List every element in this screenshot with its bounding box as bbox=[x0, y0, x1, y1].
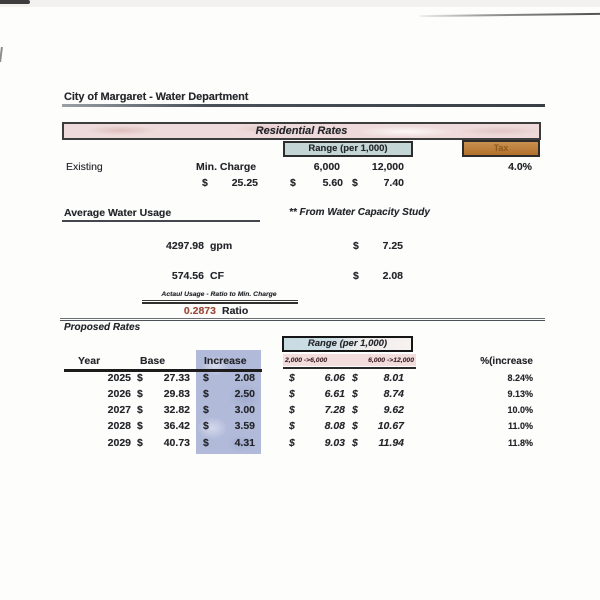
cell-base: 36.42 bbox=[163, 420, 190, 432]
subrange-high-label: 6,000 ->12,000 bbox=[368, 356, 414, 364]
cell-range-low: 8.08 bbox=[324, 420, 345, 432]
min-charge-value: 25.25 bbox=[231, 177, 258, 189]
currency-symbol: $ bbox=[290, 177, 296, 189]
col-header-increase: Increase bbox=[204, 355, 247, 367]
tax-rate-value: 4.0% bbox=[508, 161, 532, 173]
existing-range-header-box: Range (per 1,000) bbox=[283, 141, 413, 157]
currency-symbol: $ bbox=[289, 404, 295, 416]
subrange-band bbox=[283, 354, 416, 366]
cell-base: 40.73 bbox=[163, 437, 190, 449]
gpm-rate: 7.25 bbox=[382, 240, 403, 252]
currency-symbol: $ bbox=[289, 372, 295, 384]
currency-symbol: $ bbox=[203, 404, 209, 416]
cf-rate: 2.08 bbox=[382, 270, 403, 282]
cell-increase: 3.00 bbox=[234, 404, 255, 416]
cell-range-high: 8.74 bbox=[383, 388, 404, 400]
subrange-rule bbox=[283, 367, 416, 369]
cell-range-low: 6.06 bbox=[324, 372, 345, 384]
cell-range-low: 6.61 bbox=[324, 388, 345, 400]
cell-year: 2028 bbox=[107, 420, 131, 432]
cell-year: 2027 bbox=[107, 404, 131, 416]
currency-symbol: $ bbox=[137, 404, 143, 416]
cell-pct-increase: 11.8% bbox=[507, 438, 533, 448]
average-usage-heading: Average Water Usage bbox=[64, 207, 172, 219]
table-row bbox=[0, 420, 600, 433]
cell-year: 2029 bbox=[107, 437, 131, 449]
currency-symbol: $ bbox=[352, 437, 358, 449]
tier2-rate-value: 7.40 bbox=[383, 177, 404, 189]
scan-artifact-left-edge bbox=[0, 47, 3, 62]
scan-artifact-diagonal-line bbox=[420, 13, 600, 17]
gpm-value: 4297.98 bbox=[166, 240, 204, 252]
cell-pct-increase: 10.0% bbox=[507, 405, 533, 415]
scan-edge-strip bbox=[0, 0, 600, 7]
currency-symbol: $ bbox=[203, 420, 209, 432]
cf-value: 574.56 bbox=[171, 270, 204, 282]
cell-increase: 2.50 bbox=[234, 388, 255, 400]
cell-increase: 4.31 bbox=[234, 437, 255, 449]
cell-pct-increase: 11.0% bbox=[507, 421, 533, 431]
ratio-double-rule bbox=[142, 300, 298, 304]
currency-symbol: $ bbox=[352, 388, 358, 400]
gpm-unit: gpm bbox=[210, 240, 233, 252]
currency-symbol: $ bbox=[137, 437, 143, 449]
cell-increase: 2.08 bbox=[234, 372, 255, 384]
section-divider bbox=[60, 318, 545, 321]
table-row bbox=[0, 372, 600, 385]
currency-symbol: $ bbox=[137, 420, 143, 432]
cell-range-low: 7.28 bbox=[324, 404, 345, 416]
tax-header-box: Tax bbox=[462, 140, 540, 157]
table-row bbox=[0, 437, 600, 450]
col-header-year: Year bbox=[78, 355, 101, 367]
average-usage-rule bbox=[62, 220, 260, 222]
residential-rates-banner: Residential Rates bbox=[62, 122, 541, 140]
cell-base: 32.82 bbox=[163, 404, 190, 416]
cf-unit: CF bbox=[210, 270, 224, 282]
tier-12000-label: 12,000 bbox=[371, 161, 404, 173]
cell-range-high: 11.94 bbox=[378, 437, 404, 449]
tier1-rate-value: 5.60 bbox=[322, 177, 343, 189]
ratio-value: 0.2873 bbox=[183, 305, 216, 317]
currency-symbol: $ bbox=[352, 372, 358, 384]
table-row bbox=[0, 388, 600, 401]
cell-pct-increase: 8.24% bbox=[507, 373, 533, 383]
currency-symbol: $ bbox=[202, 177, 208, 189]
currency-symbol: $ bbox=[203, 388, 209, 400]
existing-label: Existing bbox=[66, 161, 103, 173]
cell-range-high: 8.01 bbox=[383, 372, 404, 384]
col-header-base: Base bbox=[140, 355, 166, 367]
cell-base: 27.33 bbox=[163, 372, 190, 384]
subrange-low-label: 2,000 ->6,000 bbox=[285, 356, 328, 364]
scan-artifact-top-left bbox=[0, 0, 30, 4]
ratio-caption: Actaul Usage - Ratio to Min. Charge bbox=[161, 291, 277, 298]
cell-increase: 3.59 bbox=[234, 420, 255, 432]
currency-symbol: $ bbox=[352, 420, 358, 432]
currency-symbol: $ bbox=[353, 270, 359, 282]
cell-pct-increase: 9.13% bbox=[507, 389, 533, 399]
cell-range-high: 9.62 bbox=[383, 404, 404, 416]
tier-6000-label: 6,000 bbox=[313, 161, 340, 173]
document-title: City of Margaret - Water Department bbox=[64, 91, 249, 103]
currency-symbol: $ bbox=[137, 372, 143, 384]
currency-symbol: $ bbox=[289, 388, 295, 400]
col-header-pct-increase: %(increase bbox=[480, 356, 533, 367]
currency-symbol: $ bbox=[352, 404, 358, 416]
proposed-rates-heading: Proposed Rates bbox=[64, 322, 141, 333]
currency-symbol: $ bbox=[289, 437, 295, 449]
min-charge-label: Min. Charge bbox=[196, 161, 257, 173]
currency-symbol: $ bbox=[203, 437, 209, 449]
ratio-unit: Ratio bbox=[222, 305, 249, 317]
currency-symbol: $ bbox=[352, 177, 358, 189]
title-rule bbox=[62, 104, 545, 107]
cell-year: 2026 bbox=[107, 388, 131, 400]
currency-symbol: $ bbox=[353, 240, 359, 252]
proposed-range-header-box: Range (per 1,000) bbox=[282, 336, 413, 352]
currency-symbol: $ bbox=[289, 420, 295, 432]
currency-symbol: $ bbox=[137, 388, 143, 400]
cell-range-low: 9.03 bbox=[324, 437, 345, 449]
table-row bbox=[0, 404, 600, 417]
cell-base: 29.83 bbox=[163, 388, 190, 400]
capacity-study-note: ** From Water Capacity Study bbox=[289, 207, 430, 218]
cell-year: 2025 bbox=[107, 372, 131, 384]
currency-symbol: $ bbox=[203, 372, 209, 384]
cell-range-high: 10.67 bbox=[377, 420, 404, 432]
